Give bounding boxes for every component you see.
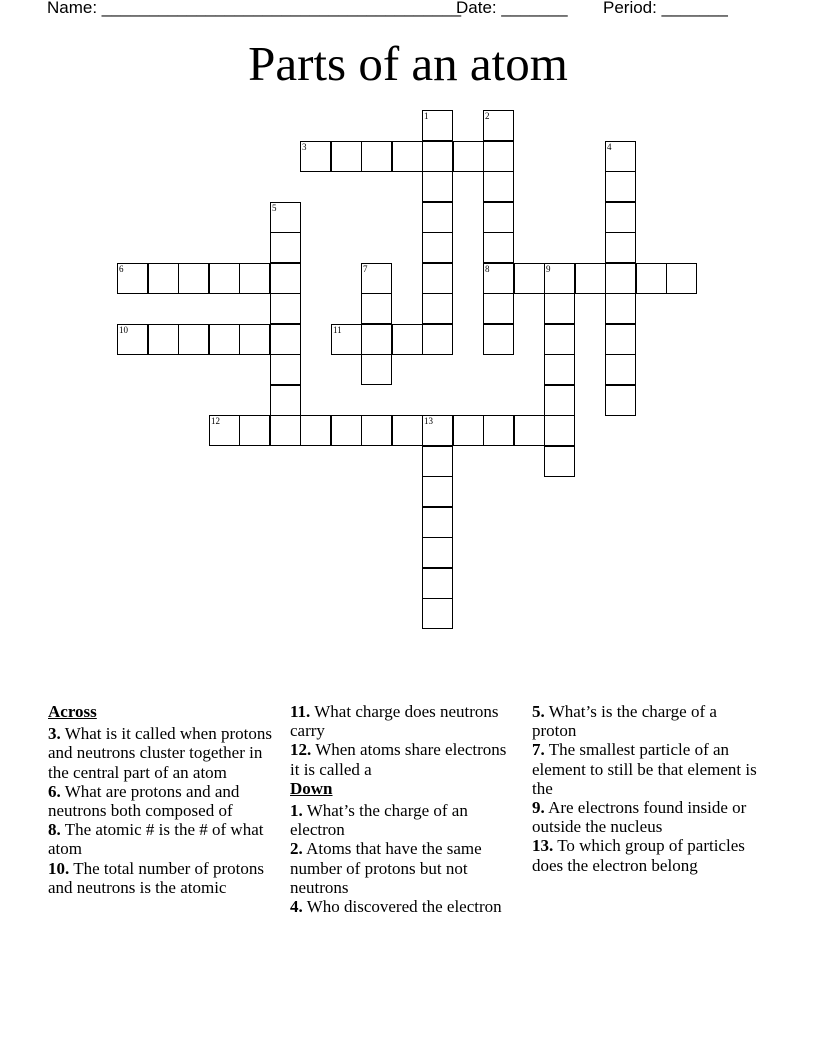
- grid-cell[interactable]: [361, 141, 392, 172]
- clue-column-2: [290, 702, 520, 916]
- grid-cell[interactable]: [544, 354, 575, 385]
- grid-cell[interactable]: [270, 385, 301, 416]
- grid-cell[interactable]: [483, 263, 514, 294]
- across-heading: Across: [48, 702, 97, 721]
- grid-cell[interactable]: [117, 263, 148, 294]
- grid-cell[interactable]: [544, 263, 575, 294]
- grid-cell[interactable]: [392, 324, 423, 355]
- grid-cell[interactable]: [270, 202, 301, 233]
- grid-cell[interactable]: [605, 385, 636, 416]
- grid-cell[interactable]: [178, 263, 209, 294]
- grid-cell[interactable]: [422, 202, 453, 233]
- page-title: Parts of an atom: [248, 36, 568, 91]
- grid-cell[interactable]: [483, 202, 514, 233]
- grid-cell[interactable]: [422, 263, 453, 294]
- grid-cell[interactable]: [270, 415, 301, 446]
- grid-cell[interactable]: [575, 263, 606, 294]
- clue-column-3: [532, 702, 762, 875]
- clue-number: 4: [607, 142, 612, 152]
- clue-number: 3: [302, 142, 307, 152]
- clue-across-6: 6. What are protons and and neutrons both composed of: [48, 781, 240, 821]
- grid-cell[interactable]: [331, 141, 362, 172]
- grid-cell[interactable]: [422, 141, 453, 172]
- grid-cell[interactable]: [361, 293, 392, 324]
- clue-number: 5: [272, 203, 277, 213]
- clue-down-4: 4. Who discovered the electron: [290, 897, 502, 917]
- grid-cell[interactable]: [270, 354, 301, 385]
- clue-number: 9: [546, 264, 551, 274]
- grid-cell[interactable]: [483, 171, 514, 202]
- grid-cell[interactable]: [605, 202, 636, 233]
- grid-cell[interactable]: [148, 324, 179, 355]
- grid-cell[interactable]: [544, 293, 575, 324]
- clue-number: 6: [119, 264, 124, 274]
- grid-cell[interactable]: [422, 415, 453, 446]
- grid-cell[interactable]: [239, 415, 270, 446]
- clue-number: 11: [333, 325, 342, 335]
- grid-cell[interactable]: [605, 171, 636, 202]
- grid-cell[interactable]: [422, 293, 453, 324]
- clue-number: 1: [424, 111, 429, 121]
- period-field: Period: _______: [603, 0, 728, 17]
- grid-cell[interactable]: [270, 293, 301, 324]
- clue-number: 13: [424, 416, 433, 426]
- grid-cell[interactable]: [361, 354, 392, 385]
- grid-cell[interactable]: [544, 415, 575, 446]
- grid-cell[interactable]: [422, 476, 453, 507]
- grid-cell[interactable]: [422, 232, 453, 263]
- grid-cell[interactable]: [361, 263, 392, 294]
- grid-cell[interactable]: [483, 141, 514, 172]
- grid-cell[interactable]: [514, 415, 545, 446]
- grid-cell[interactable]: [239, 324, 270, 355]
- grid-cell[interactable]: [483, 110, 514, 141]
- grid-cell[interactable]: [422, 171, 453, 202]
- clue-column-1: [48, 702, 283, 897]
- grid-cell[interactable]: [117, 324, 148, 355]
- grid-cell[interactable]: [270, 263, 301, 294]
- grid-cell[interactable]: [605, 324, 636, 355]
- grid-cell[interactable]: [422, 507, 453, 538]
- grid-cell[interactable]: [178, 324, 209, 355]
- grid-cell[interactable]: [331, 324, 362, 355]
- grid-cell[interactable]: [361, 324, 392, 355]
- grid-cell[interactable]: [544, 324, 575, 355]
- grid-cell[interactable]: [300, 415, 331, 446]
- grid-cell[interactable]: [666, 263, 697, 294]
- down-heading: Down: [290, 778, 333, 798]
- grid-cell[interactable]: [605, 232, 636, 263]
- grid-cell[interactable]: [270, 324, 301, 355]
- grid-cell[interactable]: [544, 385, 575, 416]
- clue-down-5: 5. What’s is the charge of a proton: [532, 702, 717, 741]
- clue-number: 2: [485, 111, 490, 121]
- clue-across-8: 8. The atomic # is the # of what atom: [48, 820, 264, 859]
- grid-cell[interactable]: [514, 263, 545, 294]
- grid-cell[interactable]: [361, 415, 392, 446]
- grid-cell[interactable]: [422, 598, 453, 629]
- grid-cell[interactable]: [453, 141, 484, 172]
- grid-cell[interactable]: [422, 537, 453, 568]
- grid-cell[interactable]: [605, 293, 636, 324]
- grid-cell[interactable]: [483, 293, 514, 324]
- clue-number: 12: [211, 416, 220, 426]
- grid-cell[interactable]: [422, 568, 453, 599]
- grid-cell[interactable]: [209, 415, 240, 446]
- clue-down-9: 9. Are electrons found inside or outside the nucleus: [532, 798, 747, 837]
- grid-cell[interactable]: [209, 263, 240, 294]
- grid-cell[interactable]: [392, 141, 423, 172]
- clue-across-3: 3. What is it called when protons and neutrons cluster together in the central part of an atom: [48, 724, 272, 782]
- clue-down-7: 7. The smallest particle of an element to still be that element is the: [532, 740, 757, 798]
- grid-cell[interactable]: [636, 263, 667, 294]
- grid-cell[interactable]: [331, 415, 362, 446]
- grid-cell[interactable]: [300, 141, 331, 172]
- grid-cell[interactable]: [483, 415, 514, 446]
- date-field: Date: _______: [456, 0, 568, 17]
- grid-cell[interactable]: [483, 232, 514, 263]
- grid-cell[interactable]: [239, 263, 270, 294]
- grid-cell[interactable]: [605, 141, 636, 172]
- clue-number: 8: [485, 264, 490, 274]
- clue-down-13: 13. To which group of particles does the electron belong: [532, 836, 745, 875]
- clue-across-11: 11. What charge does neutrons carry: [290, 702, 499, 741]
- grid-cell[interactable]: [209, 324, 240, 355]
- clue-number: 10: [119, 325, 128, 335]
- grid-cell[interactable]: [544, 446, 575, 477]
- clue-down-1: 1. What’s the charge of an electron: [290, 801, 468, 840]
- grid-cell[interactable]: [483, 324, 514, 355]
- grid-cell[interactable]: [392, 415, 423, 446]
- clue-across-12: 12. When atoms share electrons it is called a: [290, 740, 507, 779]
- grid-cell[interactable]: [453, 415, 484, 446]
- grid-cell[interactable]: [148, 263, 179, 294]
- name-field: Name: ______________________________________: [47, 0, 462, 17]
- clue-across-10: 10. The total number of protons and neutrons is the atomic: [48, 858, 264, 897]
- grid-cell[interactable]: [270, 232, 301, 263]
- grid-cell[interactable]: [605, 263, 636, 294]
- grid-cell[interactable]: [422, 324, 453, 355]
- grid-cell[interactable]: [422, 110, 453, 141]
- grid-cell[interactable]: [605, 354, 636, 385]
- clue-number: 7: [363, 264, 368, 274]
- grid-cell[interactable]: [422, 446, 453, 477]
- clue-down-2: 2. Atoms that have the same number of protons but not neutrons: [290, 839, 482, 897]
